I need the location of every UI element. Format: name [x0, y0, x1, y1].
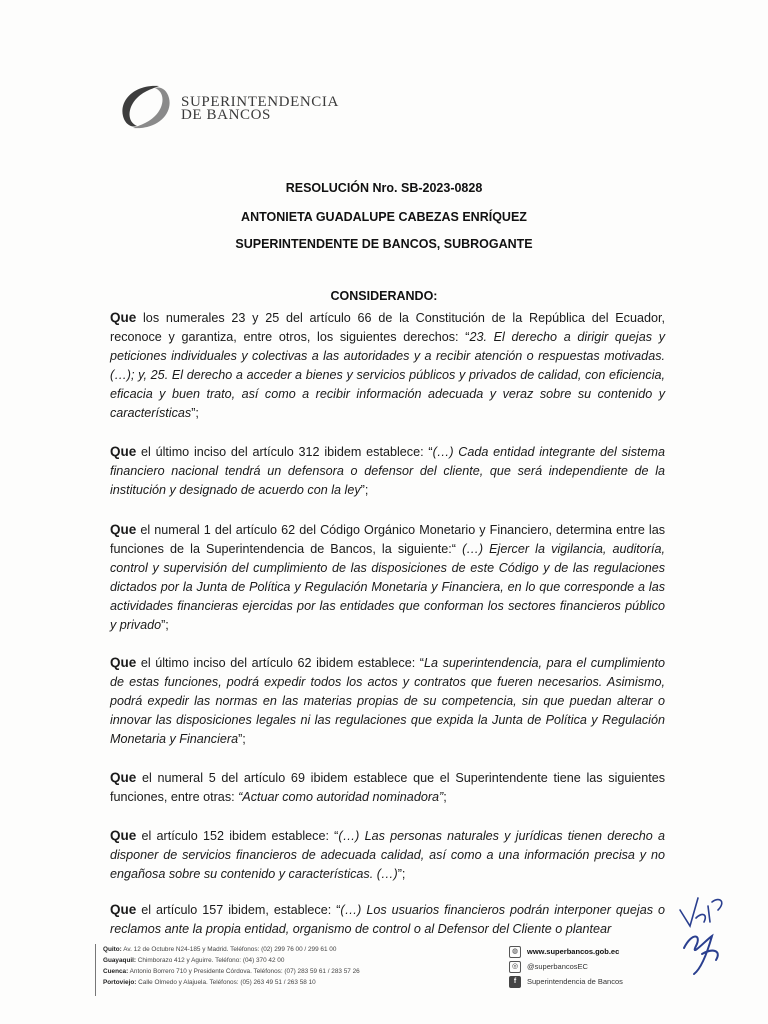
considering-heading: CONSIDERANDO:	[330, 289, 438, 303]
facebook-icon: f	[509, 976, 521, 988]
paragraph-3	[110, 520, 665, 635]
footer-contacts	[509, 944, 623, 989]
footer-divider	[95, 944, 96, 996]
footer-social-row[interactable]	[509, 959, 623, 974]
paragraph-quote: (…) Cada entidad integrante del sistema financiero nacional tendrá un defensora o defensor del cliente, que será independiente de la institución y designado de acuerdo con la ley	[110, 445, 665, 497]
que-lead: Que	[110, 310, 137, 325]
paragraph-tail: ”;	[238, 732, 246, 746]
paragraph-text: el artículo 152 ibidem establece: “	[136, 829, 339, 843]
que-lead: Que	[110, 522, 137, 537]
address-guayaquil: Guayaquil: Chimborazo 412 y Aguirre. Teléfono: (04) 370 42 00	[103, 957, 285, 964]
paragraph-quote: “Actuar como autoridad nominadora”	[238, 790, 444, 804]
footer-addresses	[103, 944, 360, 988]
paragraph-tail: ”;	[161, 618, 169, 632]
que-lead: Que	[110, 828, 137, 843]
que-lead: Que	[110, 770, 137, 785]
paragraph-quote: La superintendencia, para el cumplimiento de estas funciones, podrá expedir todos los actos y contratos que fueren necesarios. Asimismo, podrá expedir las normas en las materias propias de su competencia, sin que puedan alterar o innovar las disposiciones legales ni las regulaciones que expida la Junta de Política y Regulación Monetaria y Financiera	[110, 656, 665, 746]
paragraph-quote: (…) Las personas naturales y jurídicas tienen derecho a disponer de servicios financieros de adecuada calidad, así como a una información precisa y no engañosa sobre su contenido y características. (…)	[110, 829, 666, 881]
paragraph-text: los numerales 23 y 25 del artículo 66 de la Constitución de la República del Ecuador, reconoce y garantiza, entre otros, los siguientes derechos: “	[110, 311, 665, 344]
paragraph-tail: ”;	[360, 483, 369, 497]
handwritten-signature	[672, 888, 732, 978]
paragraph-text: el numeral 5 del artículo 69 ibidem establece que el Superintendente tiene las siguientes funciones, entre otras:	[110, 771, 665, 804]
paragraph-text: el artículo 157 ibidem, establece: “	[136, 903, 341, 917]
paragraph-text: el numeral 1 del artículo 62 del Código Orgánico Monetario y Financiero, determina entre las funciones de la Superintendencia de Bancos, la siguiente:“	[110, 523, 665, 556]
paragraph-5	[110, 768, 665, 807]
que-lead: Que	[110, 902, 137, 917]
paragraph-text: el último inciso del artículo 312 ibidem establece: “	[136, 445, 433, 459]
que-lead: Que	[110, 655, 137, 670]
address-cuenca: Cuenca: Antonio Borrero 710 y Presidente Córdova. Teléfonos: (07) 283 59 61 / 283 57 26	[103, 968, 360, 975]
footer-facebook-row[interactable]	[509, 974, 623, 989]
paragraph-quote: 23. El derecho a dirigir quejas y peticiones individuales y colectivas a las autoridades y a recibir atención o respuestas motivadas. (…); y, 25. El derecho a acceder a bienes y servicios públicos y privados de calidad, con eficiencia, eficacia y buen trato, así como a recibir información adecuada y veraz sobre su contenido y características	[110, 330, 665, 420]
footer-web-row[interactable]	[509, 944, 623, 959]
address-portoviejo: Portoviejo: Calle Olmedo y Alajuela. Teléfonos: (05) 263 49 51 / 263 58 10	[103, 979, 316, 986]
superintendencia-logo	[115, 82, 355, 132]
logo-line-1: SUPERINTENDENCIA	[181, 94, 339, 110]
social-handle[interactable]: @superbancosEC	[527, 962, 588, 971]
website-link[interactable]: www.superbancos.gob.ec	[527, 947, 620, 956]
logo-wordmark	[181, 96, 339, 122]
paragraph-tail: ”;	[191, 406, 199, 420]
resolution-number: RESOLUCIÓN Nro. SB-2023-0828	[285, 181, 483, 195]
que-lead: Que	[110, 444, 137, 459]
paragraph-1	[110, 308, 665, 423]
paragraph-tail: ”;	[397, 867, 406, 881]
logo-line-2: DE BANCOS	[181, 107, 271, 123]
paragraph-6	[110, 826, 665, 884]
paragraph-quote: (…) Los usuarios financieros podrán interponer quejas o reclamos ante la propia entidad, organismo de control o al Defensor del Cliente o plantear	[110, 903, 665, 936]
signatory-name: ANTONIETA GUADALUPE CABEZAS ENRÍQUEZ	[241, 210, 527, 224]
paragraph-tail: ;	[443, 790, 447, 804]
paragraph-text: el último inciso del artículo 62 ibidem establece: “	[136, 656, 424, 670]
facebook-page[interactable]: Superintendencia de Bancos	[527, 977, 623, 986]
paragraph-quote: (…) Ejercer la vigilancia, auditoría, control y supervisión del cumplimiento de las disposiciones de este Código y de las regulaciones dictados por la Junta de Política y Regulación Monetaria y Financiera, en lo que corresponde a las actividades financieras ejercidas por las entidades que conforman los sectores financieros público y privado	[110, 542, 665, 632]
paragraph-4	[110, 653, 665, 749]
instagram-icon: ◎	[509, 961, 521, 973]
logo-swirl-icon	[115, 82, 177, 132]
signatory-role: SUPERINTENDENTE DE BANCOS, SUBROGANTE	[235, 237, 533, 251]
globe-icon: ◍	[509, 946, 521, 958]
paragraph-2	[110, 442, 665, 500]
address-quito: Quito: Av. 12 de Octubre N24-185 y Madrid. Teléfonos: (02) 299 76 00 / 299 61 00	[103, 946, 337, 953]
paragraph-7	[110, 900, 665, 939]
footer	[95, 944, 665, 1000]
